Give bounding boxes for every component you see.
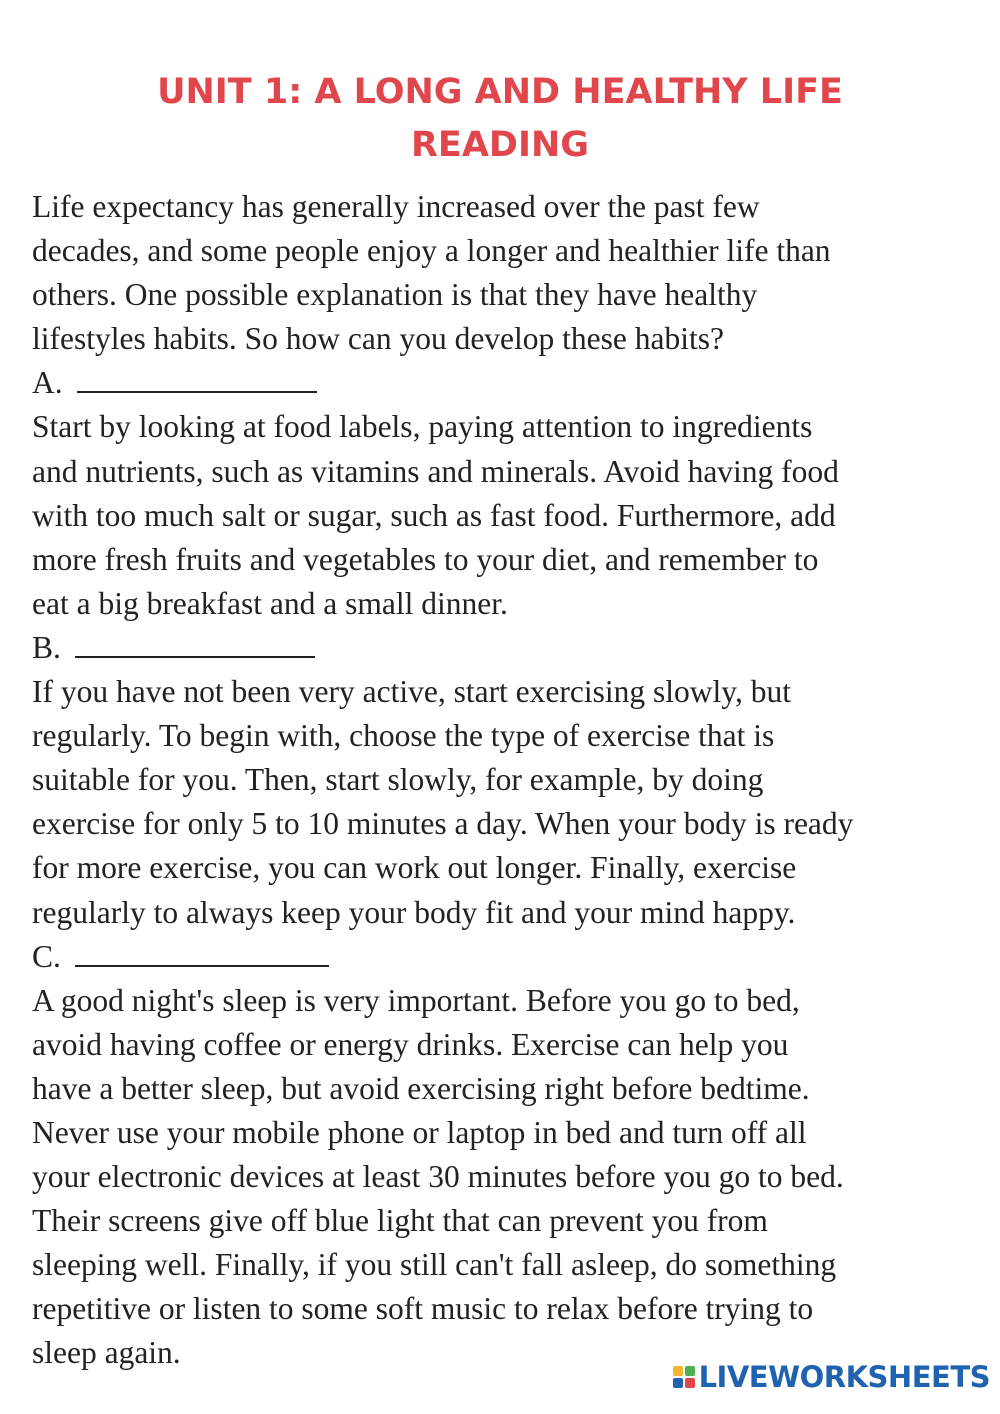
- section-c-line: Their screens give off blue light that can prevent you from: [32, 1203, 768, 1239]
- section-a-line: more fresh fruits and vegetables to your diet, and remember to: [32, 541, 819, 577]
- section-a-heading-row: [32, 361, 992, 405]
- section-c-answer-blank[interactable]: [75, 935, 329, 967]
- section-b-line: suitable for you. Then, start slowly, for example, by doing: [32, 762, 764, 798]
- section-a-line: eat a big breakfast and a small dinner.: [32, 585, 508, 621]
- section-c-line: avoid having coffee or energy drinks. Exercise can help you: [32, 1026, 789, 1062]
- section-c-line: have a better sleep, but avoid exercising right before bedtime.: [32, 1070, 810, 1106]
- section-b-line: exercise for only 5 to 10 minutes a day. When your body is ready: [32, 806, 854, 842]
- section-c-heading-row: [32, 935, 992, 979]
- section-c-line: sleeping well. Finally, if you still can't fall asleep, do something: [32, 1247, 837, 1283]
- intro-line: others. One possible explanation is that they have healthy: [32, 277, 758, 313]
- section-c-marker: C.: [32, 938, 61, 974]
- section-a-answer-blank[interactable]: [77, 361, 317, 393]
- worksheet-header: [0, 66, 1000, 172]
- intro-line: decades, and some people enjoy a longer and healthier life than: [32, 233, 831, 269]
- section-a-line: with too much salt or sugar, such as fast food. Furthermore, add: [32, 497, 836, 533]
- section-c-line: your electronic devices at least 30 minutes before you go to bed.: [32, 1159, 844, 1195]
- section-a-line: Start by looking at food labels, paying attention to ingredients: [32, 409, 813, 445]
- section-b-line: regularly to always keep your body fit and your mind happy.: [32, 894, 796, 930]
- liveworksheets-brand[interactable]: [673, 1360, 990, 1394]
- section-a-marker: A.: [32, 365, 63, 401]
- page-title: UNIT 1: A LONG AND HEALTHY LIFE: [157, 72, 843, 112]
- section-b-heading-row: [32, 626, 992, 670]
- page-subtitle: READING: [410, 125, 590, 165]
- section-c-line: sleep again.: [32, 1335, 181, 1371]
- section-b-line: for more exercise, you can work out longer. Finally, exercise: [32, 850, 797, 886]
- section-b-answer-blank[interactable]: [75, 626, 315, 658]
- brand-name: LIVEWORKSHEETS: [698, 1360, 990, 1394]
- section-c-line: repetitive or listen to some soft music to relax before trying to: [32, 1291, 814, 1327]
- section-c-line: Never use your mobile phone or laptop in bed and turn off all: [32, 1114, 807, 1150]
- section-b-line: regularly. To begin with, choose the type of exercise that is: [32, 718, 775, 754]
- reading-passage: [32, 185, 992, 1376]
- section-b-line: If you have not been very active, start exercising slowly, but: [32, 674, 791, 710]
- section-b-marker: B.: [32, 629, 61, 665]
- section-a-line: and nutrients, such as vitamins and minerals. Avoid having food: [32, 453, 839, 489]
- liveworksheets-logo-icon: [673, 1366, 695, 1388]
- intro-line: Life expectancy has generally increased over the past few: [32, 189, 760, 224]
- intro-line: lifestyles habits. So how can you develop these habits?: [32, 321, 724, 357]
- section-c-line: A good night's sleep is very important. Before you go to bed,: [32, 982, 800, 1018]
